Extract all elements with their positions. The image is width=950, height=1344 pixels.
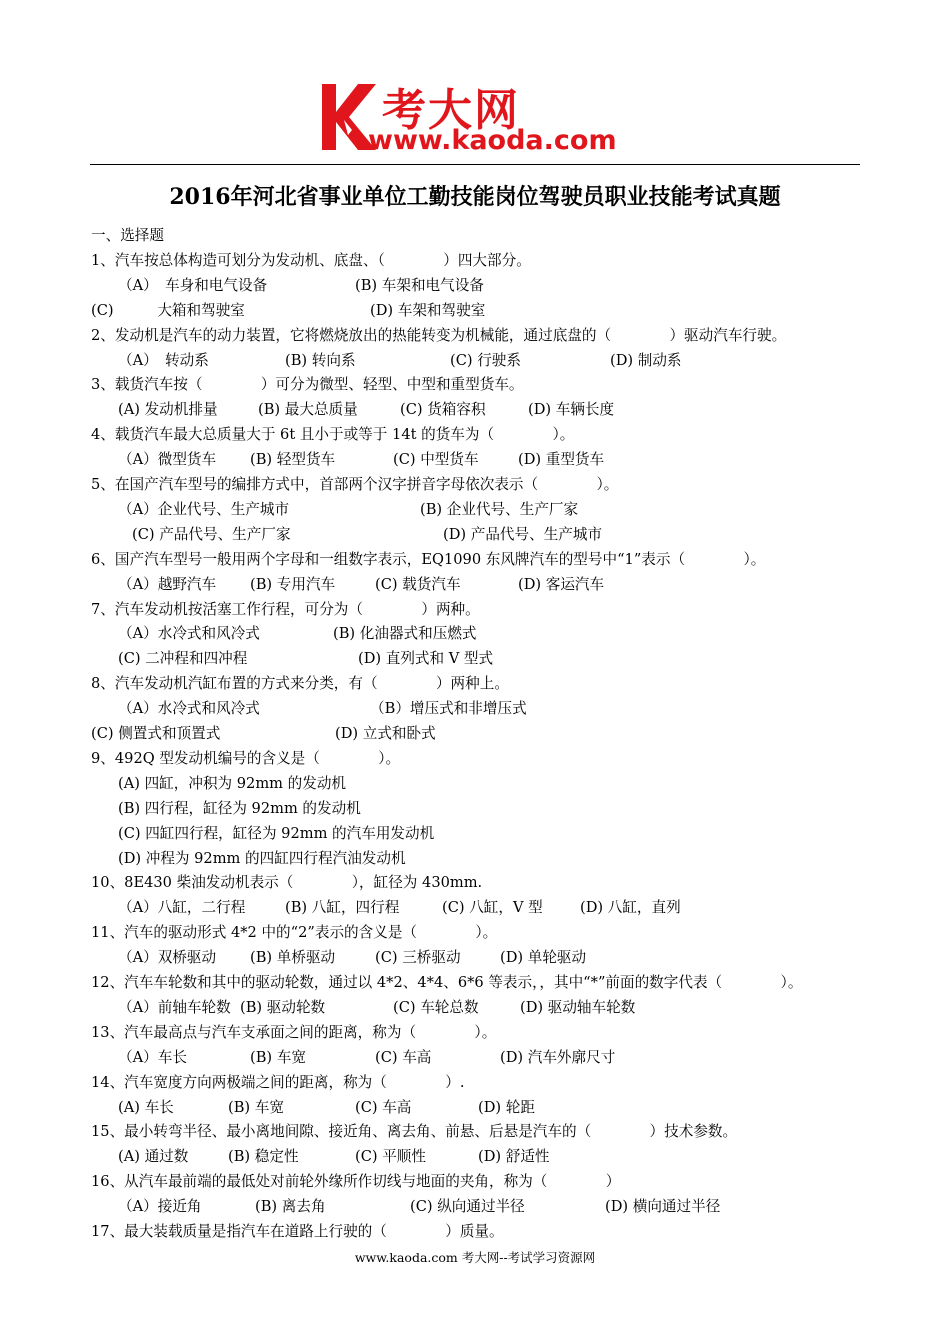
logo-brand-name: 考大网 — [382, 85, 520, 136]
answer-option: (D) 制动系 — [610, 351, 682, 369]
question-stem: 1、汽车按总体构造可划分为发动机、底盘、（ ）四大部分。 — [91, 251, 531, 269]
answer-option: (D) 重型货车 — [518, 451, 605, 469]
answer-option: (D) 客运汽车 — [518, 575, 605, 593]
answer-option: （B）增压式和非增压式 — [370, 700, 527, 718]
answer-option: (C) 产品代号、生产厂家 — [132, 525, 291, 543]
answer-option: (B) 车宽 — [228, 1098, 284, 1116]
question-stem: 4、载货汽车最大总质量大于 6t 且小于或等于 14t 的货车为（ ）。 — [91, 426, 575, 444]
question-stem: 2、发动机是汽车的动力装置，它将燃烧放出的热能转变为机械能，通过底盘的（ ）驱动汽车行驶。 — [91, 326, 787, 344]
answer-option: (D) 八缸，直列 — [580, 899, 681, 917]
answer-option: (D) 冲程为 92mm 的四缸四行程汽油发动机 — [118, 849, 406, 867]
logo-brand-url: www.kaoda.com — [368, 125, 617, 156]
answer-option: （A）微型货车 — [118, 451, 217, 469]
kaoda-logo — [318, 78, 648, 158]
answer-option: (C) 侧置式和顶置式 — [91, 725, 221, 742]
answer-option: (C) 平顺性 — [355, 1148, 426, 1166]
answer-option: (D) 轮距 — [478, 1098, 535, 1116]
question-stem: 9、492Q 型发动机编号的含义是（ ）。 — [91, 749, 401, 767]
answer-option: (B) 车架和电气设备 — [355, 276, 484, 294]
answer-option: (D) 直列式和 V 型式 — [358, 650, 494, 668]
answer-option: (A) 车长 — [118, 1098, 174, 1116]
answer-option: (C) 车轮总数 — [393, 998, 479, 1016]
answer-option: (D) 舒适性 — [478, 1148, 550, 1166]
answer-option: (B) 企业代号、生产厂家 — [420, 500, 579, 518]
question-stem: 14、汽车宽度方向两极端之间的距离，称为（ ）. — [91, 1073, 465, 1091]
answer-option: (B) 单桥驱动 — [250, 949, 336, 967]
answer-option: (B) 转向系 — [285, 351, 356, 369]
answer-option: (D) 立式和卧式 — [335, 725, 436, 742]
answer-option: (B) 化油器式和压燃式 — [333, 625, 477, 643]
answer-option: (C) 三桥驱动 — [375, 949, 461, 967]
answer-option: (B) 八缸，四行程 — [285, 899, 400, 917]
answer-option: (A) 发动机排量 — [118, 401, 218, 419]
page-footer: www.kaoda.com 考大网--考试学习资源网 — [354, 1250, 596, 1265]
answer-option: （A）接近角 — [118, 1198, 202, 1216]
question-stem: 7、汽车发动机按活塞工作行程，可分为（ ）两种。 — [91, 600, 480, 618]
answer-option: (C) 载货汽车 — [375, 575, 461, 593]
answer-option: （A）车长 — [118, 1048, 187, 1066]
answer-option: (B) 四行程，缸径为 92mm 的发动机 — [118, 799, 361, 817]
answer-option: (C) 货箱容积 — [400, 401, 486, 419]
answer-option: （A）双桥驱动 — [118, 949, 217, 967]
answer-option: (B) 离去角 — [255, 1198, 326, 1216]
answer-option: （A） 转动系 — [118, 351, 209, 369]
question-stem: 16、从汽车最前端的最低处对前轮外缘所作切线与地面的夹角，称为（ ） — [91, 1173, 621, 1191]
answer-option: （A） 车身和电气设备 — [118, 276, 268, 294]
question-stem: 15、最小转弯半径、最小离地间隙、接近角、离去角、前悬、后悬是汽车的（ ）技术参数。 — [91, 1123, 738, 1141]
answer-option: (C) 二冲程和四冲程 — [118, 650, 248, 668]
answer-option: (D) 车辆长度 — [528, 401, 615, 419]
answer-option: (D) 汽车外廓尺寸 — [500, 1048, 616, 1066]
question-stem: 3、载货汽车按（ ）可分为微型、轻型、中型和重型货车。 — [91, 376, 524, 394]
question-stem: 17、最大装载质量是指汽车在道路上行驶的（ ）质量。 — [91, 1223, 504, 1240]
question-stem: 10、8E430 柴油发动机表示（ ），缸径为 430mm. — [91, 874, 483, 892]
answer-option: (D) 单轮驱动 — [500, 949, 587, 967]
document-title: 2016年河北省事业单位工勤技能岗位驾驶员职业技能考试真题 — [169, 184, 781, 210]
answer-option: (C) 车高 — [375, 1048, 432, 1066]
answer-option: （A）越野汽车 — [118, 575, 217, 593]
question-stem: 11、汽车的驱动形式 4*2 中的“2”表示的含义是（ ）。 — [91, 924, 498, 942]
answer-option: （A）水冷式和风冷式 — [118, 625, 260, 643]
question-stem: 12、汽车车轮数和其中的驱动轮数，通过以 4*2、4*4、6*6 等表示，，其中“*”前面的数字代表（ ）。 — [91, 974, 803, 991]
header-divider — [90, 164, 860, 165]
answer-option: (B) 最大总质量 — [258, 401, 358, 419]
answer-option: (B) 驱动轮数 — [240, 998, 326, 1016]
answer-option: (D) 驱动轴车轮数 — [520, 998, 636, 1016]
answer-option: (C) 四缸四行程，缸径为 92mm 的汽车用发动机 — [118, 824, 435, 842]
answer-option: (B) 稳定性 — [228, 1148, 299, 1166]
answer-option: （A）水冷式和风冷式 — [118, 700, 260, 718]
answer-option: (C) 大箱和驾驶室 — [91, 301, 245, 319]
question-stem: 6、国产汽车型号一般用两个字母和一组数字表示，EQ1090 东风牌汽车的型号中“1”表示（ ）。 — [91, 550, 766, 568]
answer-option: (D) 产品代号、生产城市 — [443, 525, 603, 543]
question-stem: 8、汽车发动机汽缸布置的方式来分类，有（ ）两种上。 — [91, 675, 509, 693]
question-stem: 13、汽车最高点与汽车支承面之间的距离，称为（ ）。 — [91, 1023, 497, 1041]
answer-option: (B) 车宽 — [250, 1048, 306, 1066]
answer-option: (D) 横向通过半径 — [605, 1198, 721, 1216]
answer-option: （A）前轴车轮数 — [118, 998, 231, 1016]
question-stem: 5、在国产汽车型号的编排方式中，首部两个汉字拼音字母依次表示（ ）。 — [91, 476, 619, 493]
answer-option: (C) 车高 — [355, 1098, 412, 1116]
answer-option: (C) 中型货车 — [393, 451, 479, 469]
answer-option: (A) 通过数 — [118, 1148, 189, 1166]
answer-option: (C) 八缸，V 型 — [442, 899, 543, 917]
answer-option: (A) 四缸，冲积为 92mm 的发动机 — [118, 774, 347, 792]
answer-option: (B) 轻型货车 — [250, 451, 336, 469]
answer-option: (D) 车架和驾驶室 — [370, 301, 486, 319]
section-heading: 一、选择题 — [91, 227, 164, 244]
answer-option: （A）企业代号、生产城市 — [118, 500, 290, 518]
answer-option: (C) 行驶系 — [450, 351, 521, 369]
answer-option: （A）八缸，二行程 — [118, 899, 246, 917]
answer-option: (C) 纵向通过半径 — [410, 1198, 525, 1216]
answer-option: (B) 专用汽车 — [250, 575, 336, 593]
